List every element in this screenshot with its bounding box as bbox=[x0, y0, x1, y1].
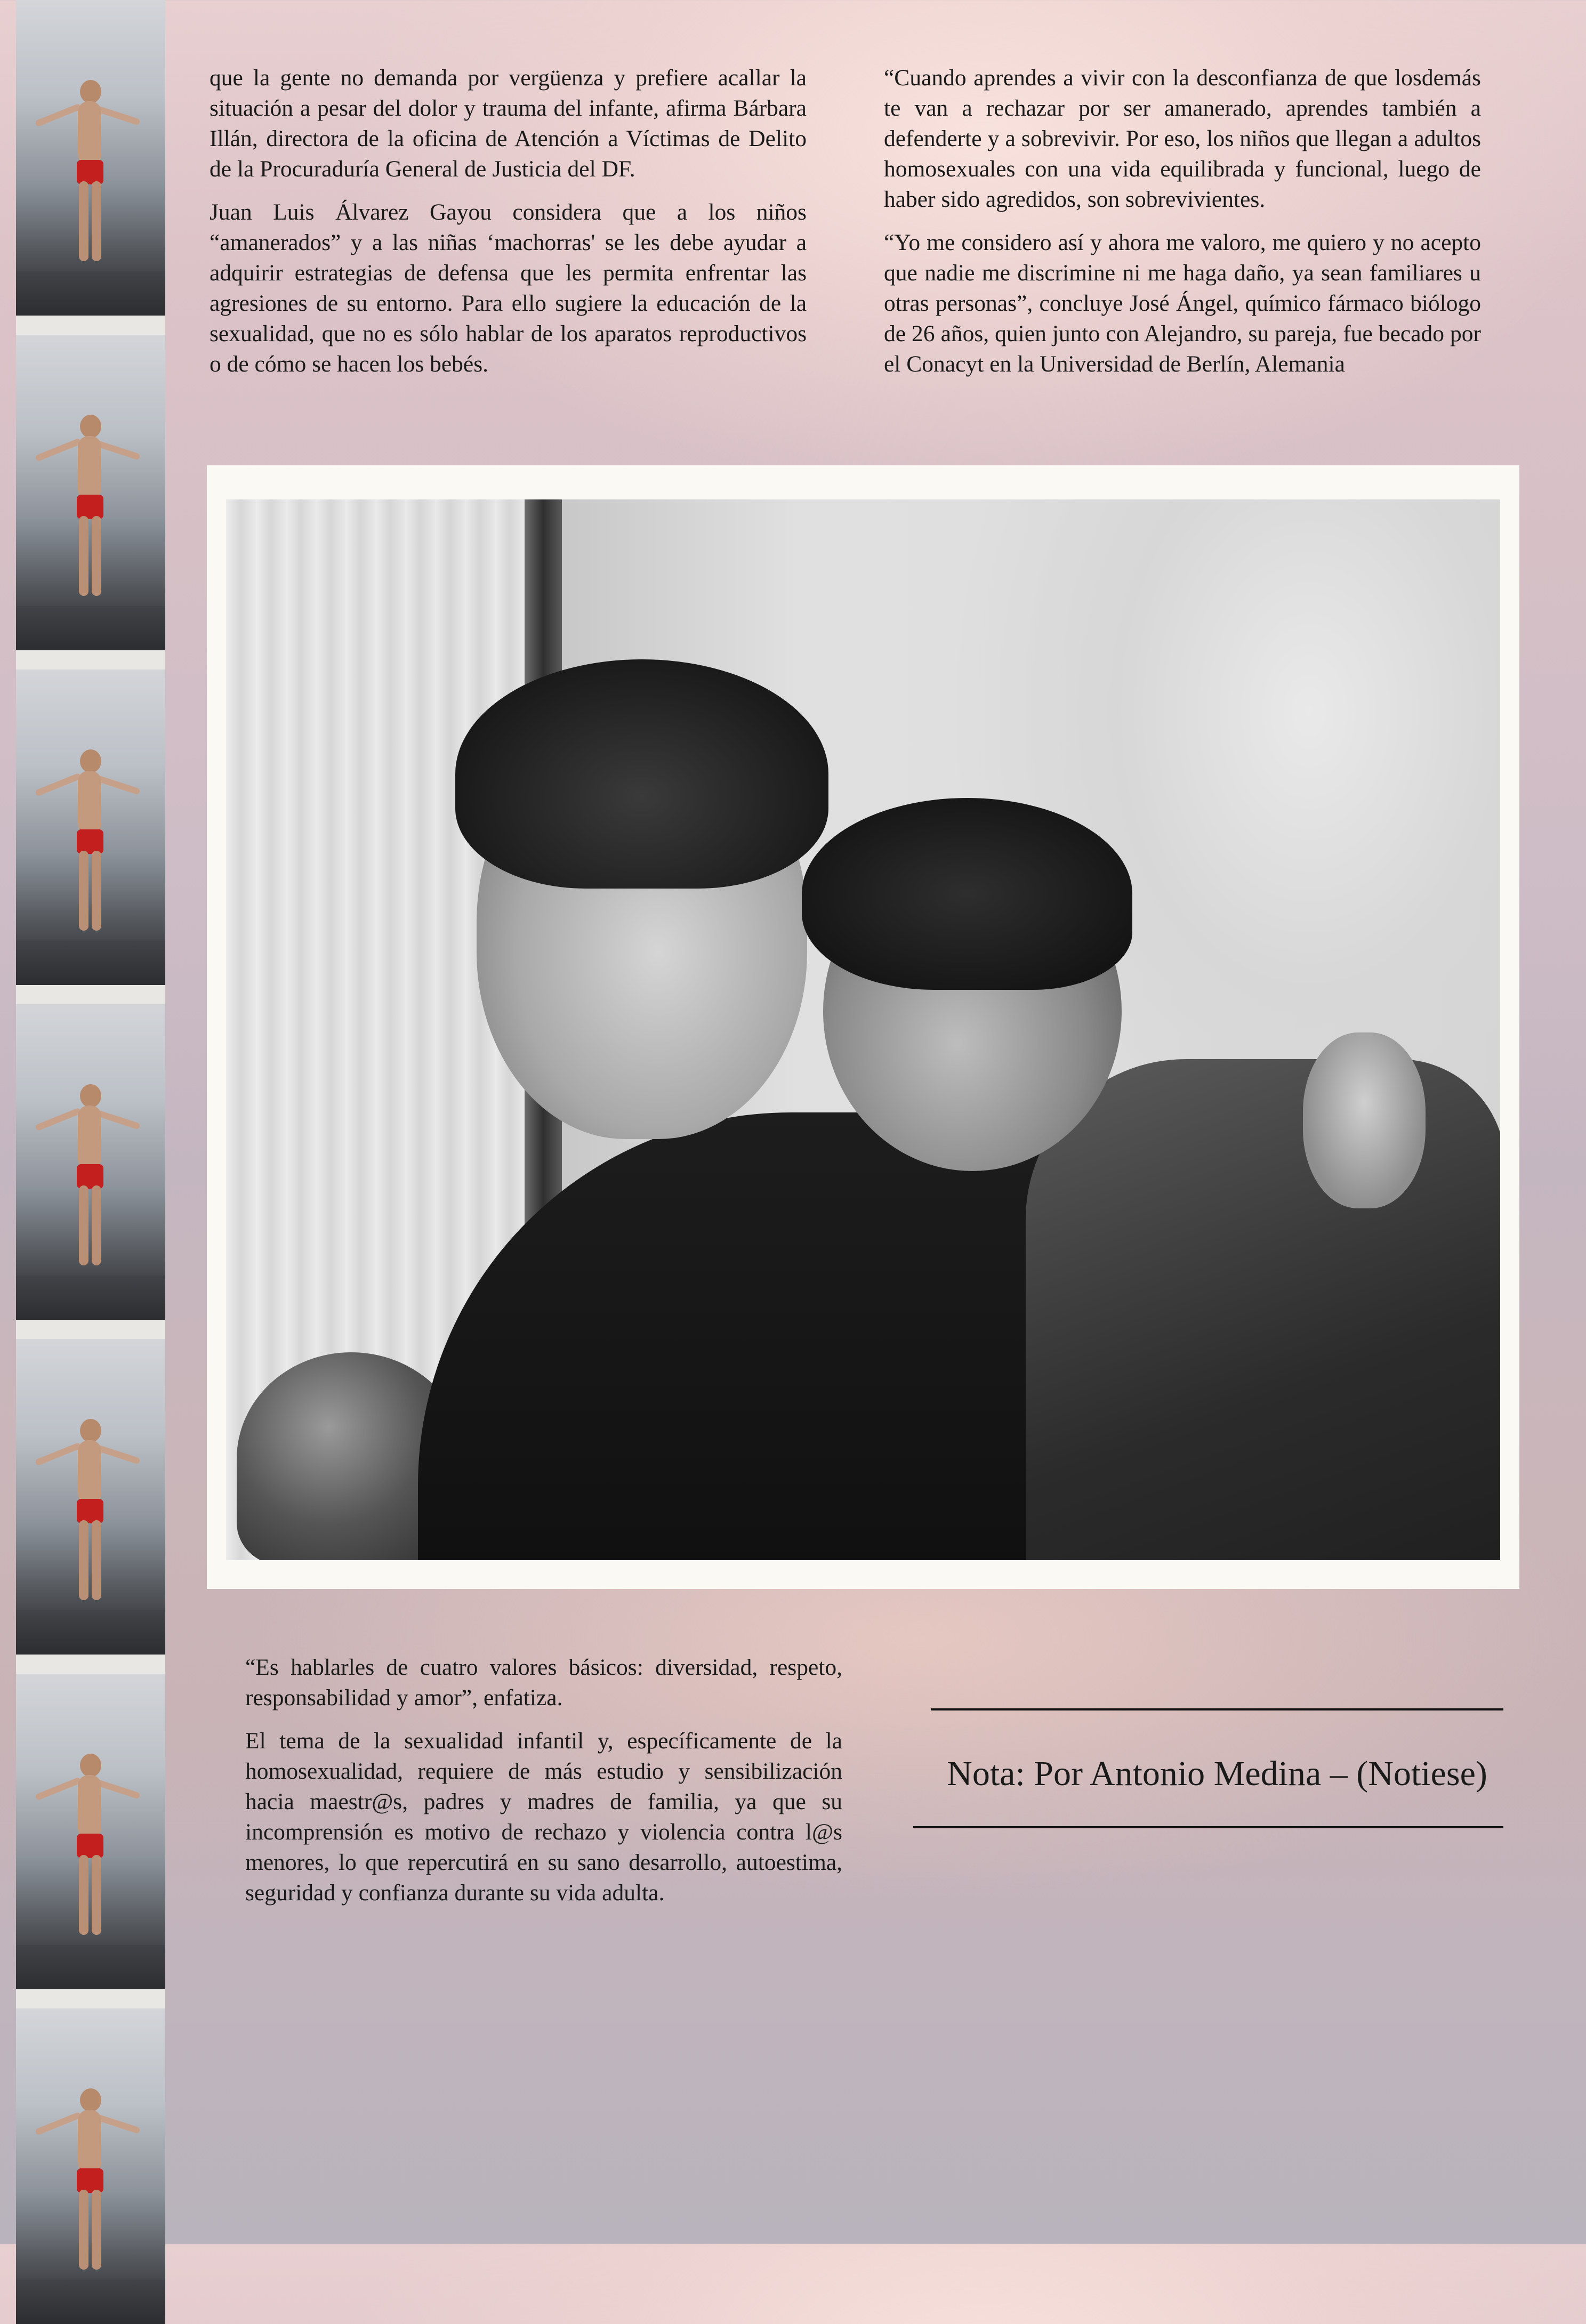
text-column-bottom bbox=[245, 1652, 842, 1921]
author-note: Nota: Por Antonio Medina – (Notiese) bbox=[947, 1754, 1487, 1793]
divider bbox=[931, 1708, 1503, 1710]
film-frame bbox=[16, 669, 165, 985]
child-figure bbox=[71, 80, 109, 272]
person-left-hair bbox=[455, 659, 828, 889]
child-figure bbox=[71, 1084, 109, 1276]
paragraph: Juan Luis Álvarez Gayou considera que a los niños “amanerados” y a las niñas ‘machorras' se les debe ayudar a adquirir estrategias de defensa que les permita enfrentar las agresiones de su entorno. Para ello sugiere la educación de la sexualidad, que no es sólo hablar de los aparatos reproductivos o de cómo se hacen los bebés. bbox=[210, 199, 807, 377]
film-strip bbox=[16, 0, 165, 2244]
hand-on-shoulder bbox=[1303, 1032, 1426, 1208]
child-figure bbox=[71, 749, 109, 941]
paragraph: que la gente no demanda por vergüenza y prefiere acallar la situación a pesar del dolor y trauma del infante, afirma Bárbara Illán, directora de la oficina de Atención a Víctimas de Delito de la Procuraduría General de Justicia del DF. bbox=[210, 65, 807, 182]
paragraph: El tema de la sexualidad infantil y, específicamente de la homosexualidad, requiere de más estudio y sensibilización hacia maestr@s, padres y madres de familia, ya que su incomprensión es motivo de rechazo y violencia contra l@s menores, lo que repercutirá en su sano desarrollo, autoestima, seguridad y confianza durante su vida adulta. bbox=[245, 1728, 842, 1906]
text-column-left bbox=[210, 63, 807, 392]
divider bbox=[913, 1826, 1503, 1828]
child-figure bbox=[71, 415, 109, 607]
film-frame bbox=[16, 1004, 165, 1320]
person-right-hair bbox=[802, 798, 1132, 990]
child-figure bbox=[71, 2088, 109, 2280]
paragraph: “Cuando aprendes a vivir con la desconfianza de que losdemás te van a rechazar por ser amanerado, aprendes también a defenderte y a sobrevivir. Por eso, los niños que llegan a adultos homosexuales con una vida equilibrada y funcional, luego de haber sido agredidos, son sobrevivientes. bbox=[884, 65, 1481, 212]
film-frame bbox=[16, 0, 165, 316]
film-frame bbox=[16, 2008, 165, 2324]
paragraph: “Yo me considero así y ahora me valoro, me quiero y no acepto que nadie me discrimine ni me haga daño, ya sean familiares u otras personas”, concluye José Ángel, químico fármaco biólogo de 26 años, quien junto con Alejandro, su pareja, fue becado por el Conacyt en la Universidad de Berlín, Alemania bbox=[884, 230, 1481, 377]
couple-photo bbox=[226, 499, 1500, 1560]
photo-frame bbox=[207, 465, 1519, 1589]
paragraph: “Es hablarles de cuatro valores básicos: diversidad, respeto, responsabilidad y amor”, enfatiza. bbox=[245, 1655, 842, 1710]
film-frame bbox=[16, 335, 165, 650]
child-figure bbox=[71, 1754, 109, 1946]
film-frame bbox=[16, 1674, 165, 1989]
child-figure bbox=[71, 1419, 109, 1611]
person-right-body bbox=[1026, 1059, 1500, 1560]
text-column-right bbox=[884, 63, 1481, 392]
film-frame bbox=[16, 1339, 165, 1655]
